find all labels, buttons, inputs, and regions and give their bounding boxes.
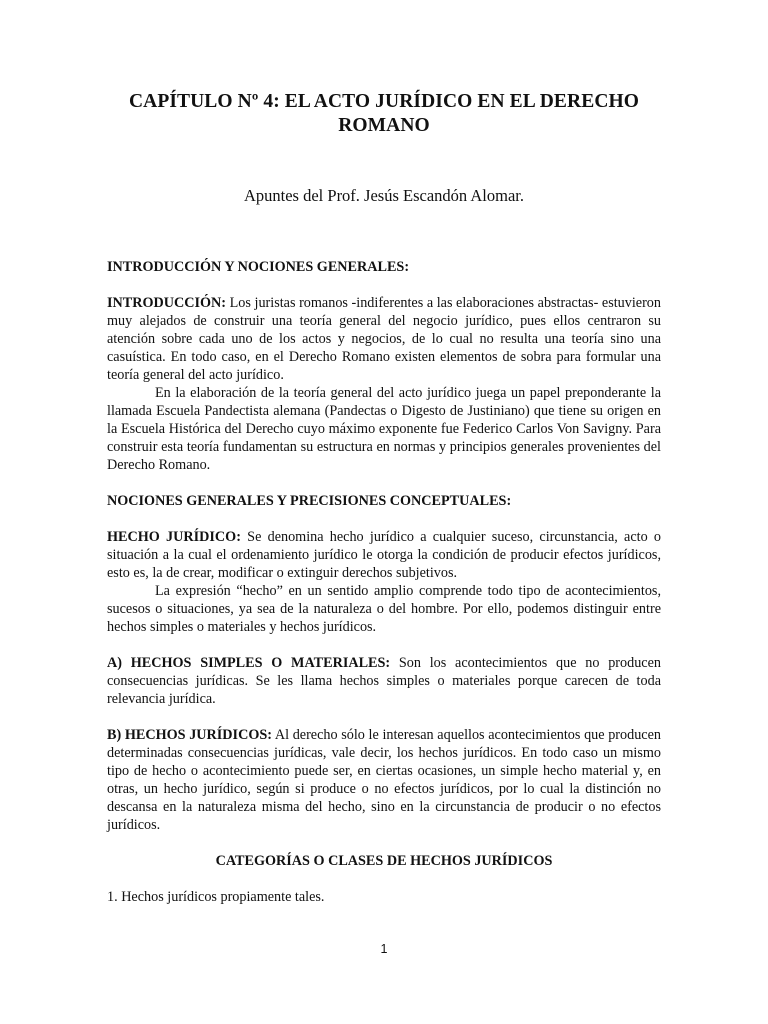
paragraph-hecho-juridico	[107, 528, 661, 582]
paragraph-pandectista: En la elaboración de la teoría general del acto jurídico juega un papel preponderante la llamada Escuela Pandectista alemana (Pandectas o Digesto de Justiniano) que tiene su origen en la Escuela Histórica del Derecho cuyo máximo exponente fue Federico Carlos Von Savigny. Para construir esta teoría fundamentan su estructura en normas y principios generales provenientes del Derecho Romano.	[107, 385, 661, 473]
paragraph-introduccion	[107, 294, 661, 384]
paragraph-hechos-juridicos	[107, 726, 661, 834]
document-subtitle: Apuntes del Prof. Jesús Escandón Alomar.	[243, 186, 524, 205]
document-body	[107, 258, 661, 906]
list-item: 1. Hechos jurídicos propiamente tales.	[107, 889, 325, 905]
paragraph-text-hechos-juridicos: Al derecho sólo le interesan aquellos acontecimientos que producen determinadas consecuencias jurídicas, vale decir, los hechos jurídicos. En todo caso un mismo tipo de hecho o acontecimiento puede ser, en ciertas ocasiones, un simple hecho material y, en otras, un hecho jurídico, según si produce o no efectos jurídicos, por lo cual la distinción no descansa en la naturaleza misma del hecho, sino en la circunstancia de producir o no efectos jurídicos.	[107, 727, 661, 833]
paragraph-text-hechos-simples: Son los acontecimientos que no producen consecuencias jurídicas. Se les llama hechos simples o materiales porque carecen de toda relevancia jurídica.	[107, 655, 661, 707]
paragraph-text-introduccion: Los juristas romanos -indiferentes a las elaboraciones abstractas- estuvieron muy alejados de construir una teoría general del negocio jurídico, pues ellos centraron su atención sobre cada uno de los actos y negocios, de lo cual no resulta una teoría sino una casuística. En todo caso, en el Derecho Romano existen elementos de sobra para formular una teoría general del acto jurídico.	[107, 295, 661, 383]
paragraph-lead-hechos-simples: A) HECHOS SIMPLES O MATERIALES:	[107, 655, 391, 671]
section-heading-introduccion: INTRODUCCIÓN Y NOCIONES GENERALES:	[107, 259, 410, 275]
paragraph-hechos-simples	[107, 654, 661, 708]
document-title: CAPÍTULO Nº 4: EL ACTO JURÍDICO EN EL DERECHO ROMANO	[128, 91, 640, 136]
paragraph-lead-introduccion: INTRODUCCIÓN:	[107, 295, 227, 311]
section-heading-categorias: CATEGORÍAS O CLASES DE HECHOS JURÍDICOS	[215, 853, 553, 869]
paragraph-lead-hecho-juridico: HECHO JURÍDICO:	[107, 529, 241, 545]
paragraph-text-hecho-juridico: Se denomina hecho jurídico a cualquier suceso, circunstancia, acto o situación a la cual el ordenamiento jurídico le otorga la condición de producir efectos jurídicos, esto es, la de crear, modificar o extinguir derechos subjetivos.	[107, 529, 661, 581]
paragraph-expresion-hecho: La expresión “hecho” en un sentido amplio comprende todo tipo de acontecimientos, sucesos o situaciones, ya sea de la naturaleza o del hombre. Por ello, podemos distinguir entre hechos simples o materiales y hechos jurídicos.	[107, 583, 661, 635]
section-heading-nociones: NOCIONES GENERALES Y PRECISIONES CONCEPTUALES:	[107, 493, 512, 509]
page-number: 1	[380, 942, 388, 956]
paragraph-lead-hechos-juridicos: B) HECHOS JURÍDICOS:	[107, 727, 272, 743]
